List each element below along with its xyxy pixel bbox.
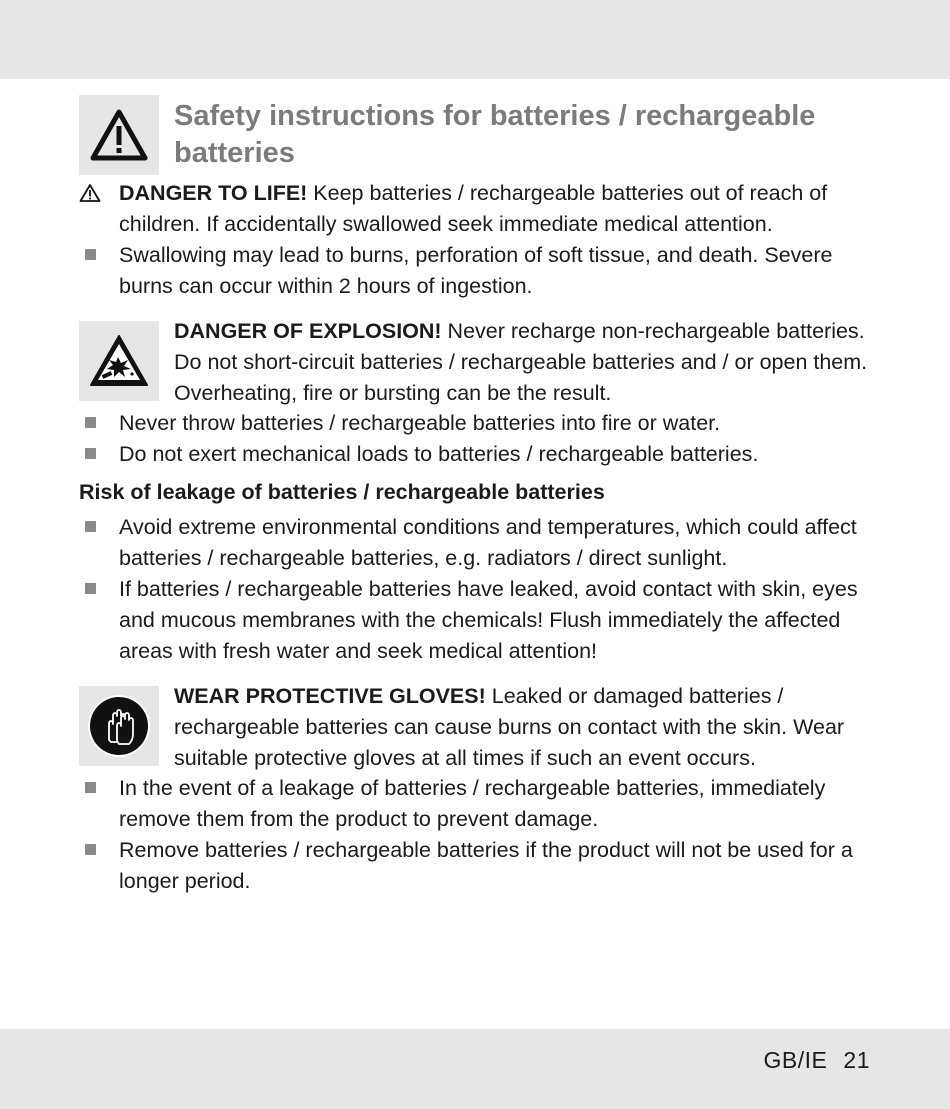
warning-icon-box <box>79 95 159 175</box>
no-fire-paragraph: Never throw batteries / rechargeable batteries into fire or water. <box>119 411 721 435</box>
no-loads-paragraph: Do not exert mechanical loads to batteries / rechargeable batteries. <box>119 442 759 466</box>
warning-triangle-small-icon <box>79 183 101 203</box>
extreme-conditions-paragraph: Avoid extreme environmental conditions and temperatures, which could affect batteries / rechargeable batteries, e.g. radiators / direct sunlight. <box>119 515 857 570</box>
square-bullet-icon <box>85 417 96 428</box>
explosion-icon-box <box>79 321 159 401</box>
swallowing-paragraph: Swallowing may lead to burns, perforation of soft tissue, and death. Severe burns can occur within 2 hours of ingestion. <box>119 243 833 298</box>
remove-leak-paragraph: In the event of a leakage of batteries / rechargeable batteries, immediately remove them from the product to prevent damage. <box>119 776 826 831</box>
square-bullet-icon <box>85 583 96 594</box>
explosion-label: DANGER OF EXPLOSION! <box>174 319 442 343</box>
explosion-paragraph <box>174 316 874 409</box>
leaked-batteries-paragraph: If batteries / rechargeable batteries have leaked, avoid contact with skin, eyes and mucous membranes with the chemicals! Flush immediately the affected areas with fresh water and seek medical attention! <box>119 577 858 663</box>
square-bullet-icon <box>85 844 96 855</box>
explosion-text: Never recharge non-rechargeable batteries. Do not short-circuit batteries / rechargeable batteries and / or open them. Overheating, fire or bursting can be the result. <box>174 319 868 405</box>
page-footer <box>764 1047 870 1074</box>
warning-triangle-icon <box>89 108 149 162</box>
square-bullet-icon <box>85 521 96 532</box>
gloves-icon-box <box>79 686 159 766</box>
danger-to-life-text: Keep batteries / rechargeable batteries out of reach of children. If accidentally swallowed seek immediate medical attention. <box>119 181 828 236</box>
danger-to-life-paragraph <box>119 178 879 240</box>
protective-gloves-icon <box>87 694 151 758</box>
leakage-subheading: Risk of leakage of batteries / rechargeable batteries <box>79 480 605 504</box>
gloves-paragraph <box>174 681 874 774</box>
explosion-warning-icon <box>88 333 150 389</box>
footer-region: GB/IE <box>763 1047 828 1073</box>
section-heading: Safety instructions for batteries / rechargeable batteries <box>174 100 816 169</box>
danger-to-life-label: DANGER TO LIFE! <box>119 181 308 205</box>
square-bullet-icon <box>85 249 96 260</box>
top-band <box>0 0 950 79</box>
square-bullet-icon <box>85 782 96 793</box>
square-bullet-icon <box>85 448 96 459</box>
gloves-label: WEAR PROTECTIVE GLOVES! <box>174 684 486 708</box>
remove-long-paragraph: Remove batteries / rechargeable batteries if the product will not be used for a longer period. <box>119 838 853 893</box>
gloves-text: Leaked or damaged batteries / rechargeable batteries can cause burns on contact with the skin. Wear suitable protective gloves at all times if such an event occurs. <box>174 684 845 770</box>
page-number: 21 <box>843 1047 870 1073</box>
